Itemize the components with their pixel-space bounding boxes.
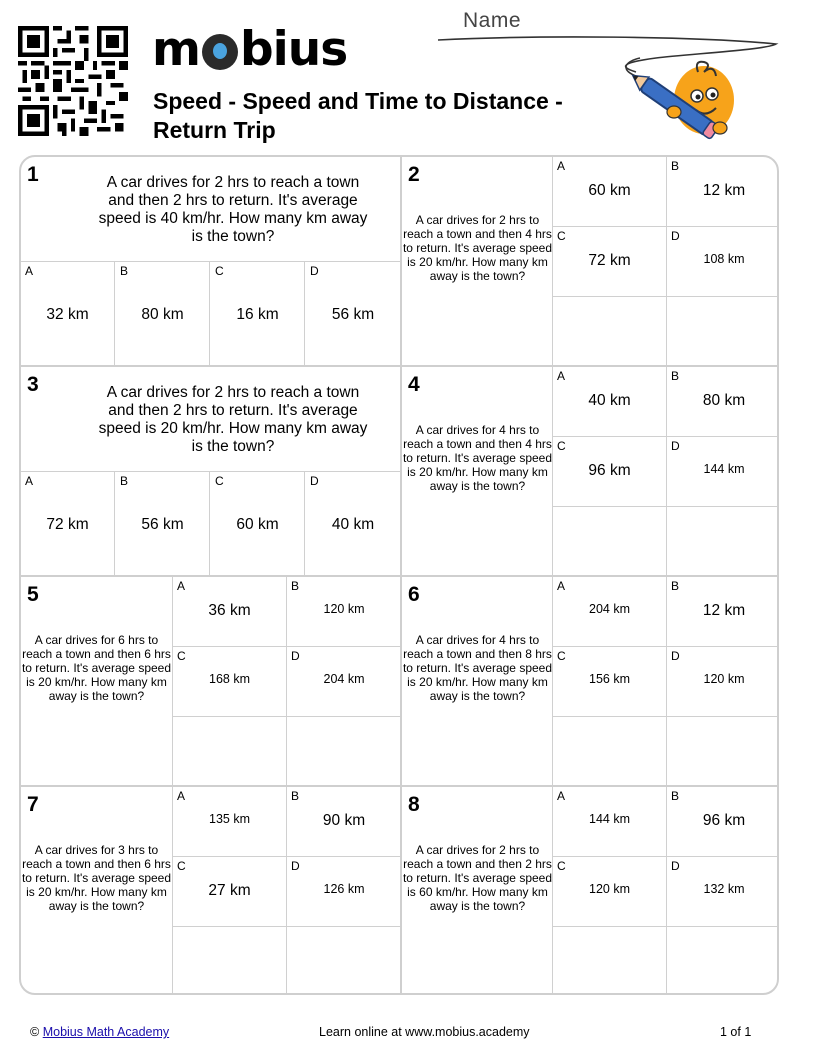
answer-option-d[interactable]: [287, 857, 401, 927]
answer-option-c[interactable]: [211, 262, 305, 367]
question-number: 1: [27, 163, 39, 186]
question-text: A car drives for 6 hrs to reach a town and then 6 hrs to return. It's average speed is 20 km/hr. How many km away is the town?: [21, 633, 172, 703]
option-letter: C: [557, 649, 566, 663]
option-letter: B: [671, 789, 680, 803]
option-letter: D: [310, 474, 319, 488]
option-letter: B: [291, 789, 300, 803]
answer-options: [172, 787, 400, 995]
answer-option-d[interactable]: [667, 227, 779, 297]
answer-options: [552, 787, 779, 995]
option-letter: A: [557, 789, 566, 803]
row-divider: [21, 365, 779, 367]
answer-option-c[interactable]: [553, 437, 667, 507]
option-letter: C: [177, 649, 186, 663]
answer-option-a[interactable]: [553, 367, 667, 437]
option-letter: C: [557, 859, 566, 873]
answer-option-d[interactable]: [287, 647, 401, 717]
option-letter: A: [177, 789, 186, 803]
option-value: 40 km: [588, 392, 631, 409]
answer-option-b[interactable]: [287, 787, 401, 857]
question-card-2: [402, 157, 779, 366]
option-letter: D: [671, 649, 680, 663]
answer-option-d[interactable]: [667, 857, 779, 927]
question-card-1: [21, 157, 400, 366]
empty-cell: [553, 297, 667, 366]
answer-option-a[interactable]: [173, 577, 287, 647]
option-letter: B: [671, 159, 680, 173]
option-letter: B: [120, 474, 129, 488]
mascot-illustration: [612, 50, 742, 155]
answer-options: [21, 471, 400, 577]
option-value: 168 km: [209, 672, 250, 686]
question-number: 5: [27, 583, 39, 606]
question-text: A car drives for 2 hrs to reach a town and then 2 hrs to return. It's average speed is 20 km/hr. How many km away is the town?: [98, 384, 368, 455]
option-letter: A: [25, 474, 34, 488]
question-card-7: [21, 787, 400, 995]
question-text: A car drives for 2 hrs to reach a town and then 2 hrs to return. It's average speed is 40 km/hr. How many km away is the town?: [98, 174, 368, 245]
option-value: 126 km: [323, 882, 365, 896]
question-number: 7: [27, 793, 39, 816]
option-value: 27 km: [208, 882, 251, 899]
option-letter: A: [177, 579, 186, 593]
option-value: 60 km: [236, 516, 279, 533]
answer-options: [552, 157, 779, 366]
option-letter: D: [671, 439, 680, 453]
option-letter: A: [557, 159, 566, 173]
empty-cell: [553, 507, 667, 576]
option-value: 60 km: [588, 182, 631, 199]
page-indicator: 1 of 1: [720, 1025, 752, 1039]
answer-options: [552, 577, 779, 786]
option-letter: B: [671, 369, 680, 383]
option-letter: A: [557, 579, 566, 593]
answer-option-c[interactable]: [173, 857, 287, 927]
answer-option-a[interactable]: [553, 577, 667, 647]
answer-option-d[interactable]: [306, 262, 400, 367]
option-value: 96 km: [702, 812, 746, 829]
option-value: 36 km: [208, 602, 251, 619]
option-value: 120 km: [703, 672, 745, 686]
option-letter: D: [291, 859, 300, 873]
empty-cell: [173, 927, 287, 995]
question-card-8: [402, 787, 779, 995]
option-letter: C: [215, 264, 224, 278]
empty-cell: [553, 717, 667, 786]
answer-option-c[interactable]: [211, 472, 305, 577]
option-value: 204 km: [589, 602, 630, 616]
answer-option-c[interactable]: [553, 647, 667, 717]
copyright-symbol: ©: [30, 1025, 40, 1039]
option-letter: B: [291, 579, 300, 593]
option-letter: D: [291, 649, 300, 663]
footer-copyright: [30, 1025, 169, 1039]
question-text: A car drives for 2 hrs to reach a town and then 2 hrs to return. It's average speed is 60 km/hr. How many km away is the town?: [402, 843, 553, 913]
option-letter: C: [177, 859, 186, 873]
answer-option-b[interactable]: [667, 157, 779, 227]
option-value: 12 km: [702, 182, 746, 199]
question-card-4: [402, 367, 779, 576]
option-value: 72 km: [46, 516, 89, 533]
worksheet-title: Speed - Speed and Time to Distance - Return Trip: [153, 88, 563, 143]
option-value: 144 km: [589, 812, 630, 826]
option-value: 32 km: [46, 306, 89, 323]
logo-text-end: bius: [239, 22, 348, 77]
option-value: 16 km: [236, 306, 279, 323]
question-grid: [19, 155, 779, 995]
option-letter: A: [25, 264, 34, 278]
option-letter: D: [671, 859, 680, 873]
option-value: 108 km: [703, 252, 745, 266]
answer-option-d[interactable]: [667, 437, 779, 507]
option-letter: C: [557, 439, 566, 453]
option-value: 132 km: [703, 882, 745, 896]
question-number: 4: [408, 373, 420, 396]
question-number: 6: [408, 583, 420, 606]
answer-options: [172, 577, 400, 786]
option-letter: A: [557, 369, 566, 383]
name-label: Name: [463, 9, 522, 32]
option-value: 120 km: [323, 602, 365, 616]
option-letter: B: [120, 264, 129, 278]
option-value: 120 km: [589, 882, 630, 896]
row-divider: [21, 575, 779, 577]
answer-option-b[interactable]: [667, 367, 779, 437]
logo-text-start: m: [152, 22, 200, 77]
question-number: 8: [408, 793, 420, 816]
option-letter: D: [671, 229, 680, 243]
answer-option-b[interactable]: [116, 262, 210, 367]
academy-link[interactable]: Mobius Math Academy: [42, 1025, 170, 1039]
answer-option-c[interactable]: [173, 647, 287, 717]
option-value: 72 km: [588, 252, 631, 269]
logo-drop-icon: [202, 34, 238, 70]
option-value: 40 km: [331, 516, 375, 533]
row-divider: [21, 785, 779, 787]
question-text: A car drives for 4 hrs to reach a town and then 8 hrs to return. It's average speed is 20 km/hr. How many km away is the town?: [402, 633, 553, 703]
answer-options: [21, 261, 400, 367]
qr-code: [18, 26, 128, 136]
option-letter: C: [557, 229, 566, 243]
question-card-5: [21, 577, 400, 786]
answer-option-b[interactable]: [287, 577, 401, 647]
question-text: A car drives for 4 hrs to reach a town and then 4 hrs to return. It's average speed is 20 km/hr. How many km away is the town?: [402, 423, 553, 493]
empty-cell: [173, 717, 287, 786]
option-value: 204 km: [323, 672, 365, 686]
answer-option-a[interactable]: [553, 157, 667, 227]
empty-cell: [553, 927, 667, 995]
question-number: 2: [408, 163, 420, 186]
answer-option-a[interactable]: [553, 787, 667, 857]
answer-option-b[interactable]: [667, 787, 779, 857]
question-number: 3: [27, 373, 39, 396]
mobius-logo: [152, 24, 347, 76]
option-value: 96 km: [588, 462, 631, 479]
answer-option-a[interactable]: [21, 472, 115, 577]
option-letter: C: [215, 474, 224, 488]
answer-options: [552, 367, 779, 576]
option-value: 80 km: [702, 392, 746, 409]
answer-option-c[interactable]: [553, 227, 667, 297]
answer-option-b[interactable]: [667, 577, 779, 647]
option-value: 80 km: [141, 306, 184, 323]
footer-learn-online: Learn online at www.mobius.academy: [319, 1025, 530, 1039]
option-value: 90 km: [322, 812, 366, 829]
option-value: 135 km: [209, 812, 250, 826]
option-value: 144 km: [703, 462, 745, 476]
question-text: A car drives for 2 hrs to reach a town and then 4 hrs to return. It's average speed is 20 km/hr. How many km away is the town?: [402, 213, 553, 283]
answer-option-d[interactable]: [306, 472, 400, 577]
option-value: 56 km: [141, 516, 184, 533]
question-text: A car drives for 3 hrs to reach a town and then 6 hrs to return. It's average speed is 20 km/hr. How many km away is the town?: [21, 843, 172, 913]
question-card-6: [402, 577, 779, 786]
option-letter: D: [310, 264, 319, 278]
answer-option-a[interactable]: [173, 787, 287, 857]
option-value: 156 km: [589, 672, 630, 686]
option-value: 12 km: [702, 602, 746, 619]
answer-option-b[interactable]: [116, 472, 210, 577]
answer-option-c[interactable]: [553, 857, 667, 927]
option-letter: B: [671, 579, 680, 593]
question-card-3: [21, 367, 400, 576]
answer-option-d[interactable]: [667, 647, 779, 717]
answer-option-a[interactable]: [21, 262, 115, 367]
option-value: 56 km: [331, 306, 375, 323]
